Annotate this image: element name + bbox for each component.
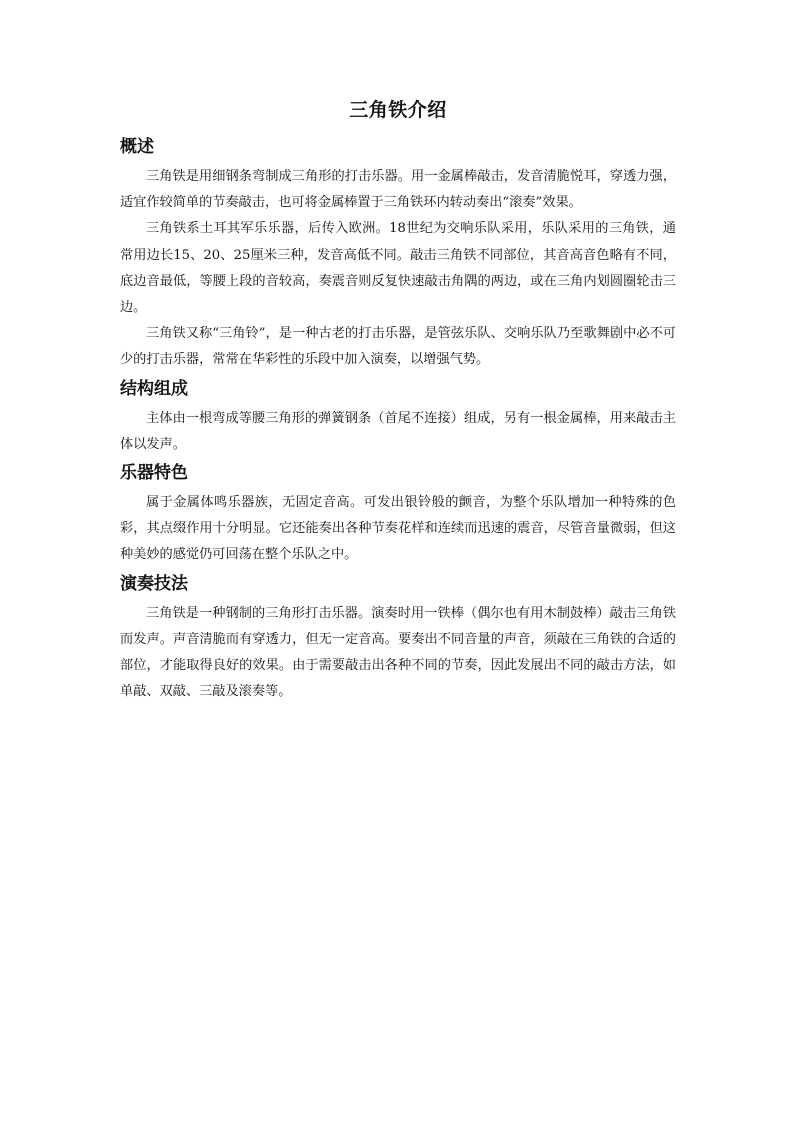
section-heading: 乐器特色 [120,463,188,484]
paragraph: 三角铁是一种钢制的三角形打击乐器。演奏时用一铁棒（偶尔也有用木制鼓棒）敲击三角铁而发声。声音清脆而有穿透力，但无一定音高。要奏出不同音量的声音，须敲在三角铁的合适的部位，才能取得良好的效果。由于需要敲击出各种不同的节奏，因此发展出不同的敲击方法，如单敲、双敲、三敲及滚奏等。 [120,605,676,700]
section-structure [120,376,676,458]
paragraph: 三角铁又称“三角铃”，是一种古老的打击乐器，是管弦乐队、交响乐队乃至歌舞剧中必不可少的打击乐器，常常在华彩性的乐段中加入演奏，以增强气势。 [120,326,676,368]
section-heading: 结构组成 [120,378,188,399]
section-features [120,460,676,569]
section-overview [120,134,676,374]
paragraph: 三角铁是用细钢条弯制成三角形的打击乐器。用一金属棒敲击，发音清脆悦耳，穿透力强，适宜作较简单的节奏敲击，也可将金属棒置于三角铁环内转动奏出“滚奏”效果。 [120,169,676,211]
section-heading: 演奏技法 [120,573,188,594]
paragraph: 三角铁系土耳其军乐乐器，后传入欧洲。18世纪为交响乐队采用，乐队采用的三角铁，通常用边长15、20、25厘米三种，发音高低不同。敲击三角铁不同部位，其音高音色略有不同，底边音最低，等腰上段的音较高，奏震音则反复快速敲击角隅的两边，或在三角内划圆圈轮击三边。 [120,221,676,316]
document-title: 三角铁介绍 [349,99,447,121]
paragraph: 主体由一根弯成等腰三角形的弹簧钢条（首尾不连接）组成，另有一根金属棒，用来敲击主体以发声。 [120,410,676,452]
section-technique [120,571,676,706]
document-body [120,96,676,705]
paragraph: 属于金属体鸣乐器族，无固定音高。可发出银铃般的颤音，为整个乐队增加一种特殊的色彩，其点缀作用十分明显。它还能奏出各种节奏花样和连续而迅速的震音，尽管音量微弱，但这种美妙的感觉仍可回荡在整个乐队之中。 [120,495,676,563]
section-heading: 概述 [120,137,154,157]
